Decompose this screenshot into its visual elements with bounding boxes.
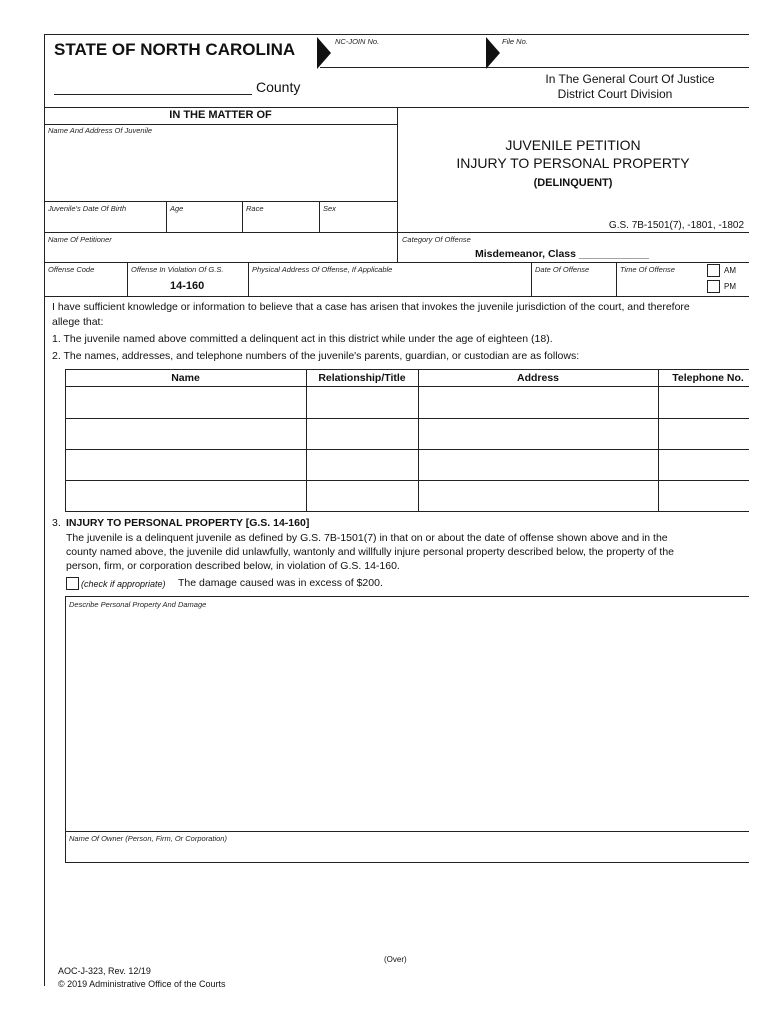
describe-box-top [65, 596, 749, 597]
dob-row-top [44, 201, 397, 202]
court-line-1: In The General Court Of Justice [545, 72, 715, 86]
nc-join-label: NC-JOIN No. [335, 37, 380, 46]
pm-checkbox[interactable] [707, 280, 720, 293]
table-top [65, 369, 749, 370]
matter-heading: IN THE MATTER OF [169, 109, 272, 121]
dob-label: Juvenile's Date Of Birth [48, 204, 127, 213]
title-line-1: JUVENILE PETITION [505, 137, 641, 153]
section3-heading: INJURY TO PERSONAL PROPERTY [G.S. 14-160] [66, 517, 310, 529]
county-label: County [256, 79, 301, 95]
file-no-label: File No. [502, 37, 528, 46]
describe-property-label: Describe Personal Property And Damage [69, 600, 207, 609]
petitioner-label: Name Of Petitioner [48, 235, 112, 244]
header-divider [320, 67, 749, 68]
statute-reference: G.S. 7B-1501(7), -1801, -1802 [608, 220, 744, 231]
col-header-address: Address [516, 372, 559, 384]
describe-box-bottom [65, 862, 749, 863]
form-top-border [44, 34, 749, 35]
allegation-item-1: 1. The juvenile named above committed a delinquent act in this district while under the age of eighteen (18). [52, 333, 553, 345]
sex-label: Sex [323, 204, 336, 213]
county-line[interactable] [54, 94, 252, 95]
damage-statement: The damage caused was in excess of $200. [178, 577, 383, 589]
table-row[interactable] [66, 419, 749, 448]
name-address-label: Name And Address Of Juvenile [48, 126, 153, 135]
offense-address-label: Physical Address Of Offense, If Applicable [252, 265, 393, 274]
table-row[interactable] [66, 481, 749, 510]
name-address-field[interactable] [45, 136, 396, 200]
damage-over-200-checkbox[interactable] [66, 577, 79, 590]
category-value: Misdemeanor, Class ____________ [475, 248, 649, 260]
title-line-3: (DELINQUENT) [533, 177, 613, 189]
nc-join-arrow-icon [317, 37, 331, 69]
section3-para-1: The juvenile is a delinquent juvenile as defined by G.S. 7B-1501(7) in that on or about the date of offense shown above and in the [66, 532, 668, 544]
age-label: Age [170, 204, 184, 213]
table-row[interactable] [66, 450, 749, 479]
court-line-2: District Court Division [557, 87, 673, 101]
race-sex-divider [319, 201, 320, 232]
am-checkbox[interactable] [707, 264, 720, 277]
section3-para-2: county named above, the juvenile did unlawfully, wantonly and willfully injure personal property described below, the property of the [66, 546, 674, 558]
offense-code-label: Offense Code [48, 265, 95, 274]
age-race-divider [242, 201, 243, 232]
violation-value: 14-160 [170, 280, 205, 292]
date-time-divider [616, 262, 617, 296]
table-row[interactable] [66, 387, 749, 417]
code-violation-divider [127, 262, 128, 296]
pm-label: PM [724, 282, 736, 291]
copyright: © 2019 Administrative Office of the Courts [58, 979, 226, 989]
violation-address-divider [248, 262, 249, 296]
category-label: Category Of Offense [402, 235, 471, 244]
table-bottom [65, 511, 749, 512]
title-line-2: INJURY TO PERSONAL PROPERTY [456, 155, 690, 171]
file-no-arrow-icon [486, 37, 500, 69]
offense-date-label: Date Of Offense [535, 265, 590, 274]
describe-property-field[interactable] [66, 612, 749, 830]
am-label: AM [724, 266, 736, 275]
petitioner-row-top [44, 232, 749, 233]
section3-number: 3. [52, 517, 61, 529]
col-header-relationship: Relationship/Title [318, 372, 406, 384]
violation-label: Offense In Violation Of G.S. [131, 265, 224, 274]
address-date-divider [531, 262, 532, 296]
matter-heading-rule [44, 124, 397, 125]
allegation-item-2: 2. The names, addresses, and telephone numbers of the juvenile's parents, guardian, or custodian are as follows: [52, 350, 580, 362]
owner-label: Name Of Owner (Person, Firm, Or Corporation) [69, 834, 227, 843]
col-header-name: Name [171, 372, 200, 384]
col-header-telephone: Telephone No. [672, 372, 744, 384]
offense-row-top [44, 262, 749, 263]
intro-line-2: allege that: [52, 316, 104, 328]
offense-time-label: Time Of Offense [620, 265, 675, 274]
intro-line-1: I have sufficient knowledge or information to believe that a case has arisen that invokes the juvenile jurisdiction of the court, and therefore [52, 301, 690, 313]
form-number: AOC-J-323, Rev. 12/19 [58, 966, 151, 976]
owner-field[interactable] [66, 844, 749, 861]
race-label: Race [246, 204, 264, 213]
offense-row-bottom [44, 296, 749, 297]
dob-age-divider [166, 201, 167, 232]
check-note: (check if appropriate) [81, 579, 166, 589]
section3-para-3: person, firm, or corporation described below, in violation of G.S. 14-160. [66, 560, 400, 572]
owner-row-top [65, 831, 749, 832]
over-note: (Over) [384, 955, 407, 964]
state-title: STATE OF NORTH CAROLINA [54, 40, 296, 59]
